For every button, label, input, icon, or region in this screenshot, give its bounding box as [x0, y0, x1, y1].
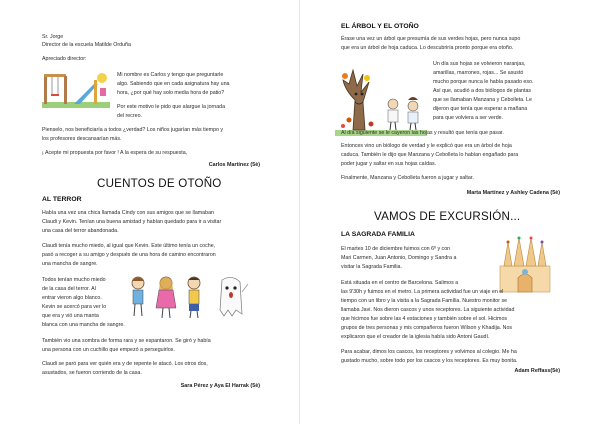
- letter-closing: ¡ Acepte mi propuesta por favor ! A la espera de su respuesta,: [42, 150, 188, 156]
- trip-para1-line3: visitar la Sagrada Familia.: [341, 264, 402, 270]
- letter-para1-line3: hora, ¿por qué hay solo media hora de patio?: [117, 90, 225, 96]
- terror-signature: Sara Pérez y Aya El Harrak (5è): [180, 383, 260, 389]
- tree-para3: Al día siguiente se le cayeron las hojas y resultó que tenía que pasar.: [341, 130, 504, 136]
- terror-para3-line6: blanca con una mancha de sangre.: [42, 322, 125, 328]
- tree-para2-line3: mucho porque nunca le había pasado eso.: [433, 79, 534, 85]
- tree-para2-line2: amarillas, marrones, rojas... Se asustó: [433, 70, 524, 76]
- tree-para4-line1: Entonces vino un biólogo de verdad y le explicó que era un árbol de hoja: [341, 143, 512, 149]
- terror-para2-line1: Claudi tenía mucho miedo, al igual que Kevin. Este último tenía un coche,: [42, 243, 216, 249]
- letter-para3-line1: Pienselo, nos beneficiaría a todos ¿verdad? Los niños jugarían más tiempo y: [42, 127, 224, 133]
- trip-para1-line2: Mari Carmen, Juan Antonio, Domingo y Sandra a: [341, 255, 457, 261]
- trip-title-sagrada-familia: LA SAGRADA FAMILIA: [341, 231, 415, 238]
- playground-drawing: [40, 66, 112, 110]
- terror-para3-line5: que era y vió una manta: [42, 313, 99, 319]
- trip-para2-line3: tiempo con un libro y la visita a la Sagrada Família. Nuestro monitor se: [341, 298, 508, 304]
- letter-greeting: Apreciado director:: [42, 56, 87, 62]
- letter-recipient-name: Sr. Jorge: [42, 34, 64, 40]
- trip-para3-line2: gustado mucho, sobre todo por los cascos y los receptores. Es muy bonita.: [341, 358, 518, 364]
- section-title-excursion: VAMOS DE EXCURSIÓN...: [374, 210, 521, 223]
- letter-recipient-title: Director de la escuela Matilde Orduña: [42, 42, 131, 48]
- terror-para3-line1: Todos tenían mucho miedo: [42, 277, 106, 283]
- trip-para2-line1: Está situada en el centro de Barcelona. Salimos a: [341, 280, 459, 286]
- tree-para2-line1: Un día sus hojas se volvieron naranjas,: [433, 61, 526, 67]
- terror-para4-line1: También vio una sombra de forma rara y se espantaron. Se giró y había: [42, 338, 211, 344]
- terror-para2-line2: pasó a recoger a su amigo y después de una hora de camino encontraron: [42, 252, 216, 258]
- terror-para3-line2: de la casa del terror. Al: [42, 286, 96, 292]
- tree-para2-line6: dijeron que tenía que esperar a mañana: [433, 106, 528, 112]
- three-friends-and-ghost-drawing: [124, 274, 252, 322]
- terror-para5-line1: Claudi se paró para ver quién era y de repente le atacó. Los otros dos,: [42, 361, 208, 367]
- terror-para3-line3: entrar vieron algo blanco.: [42, 295, 102, 301]
- trip-para1-line1: El martes 10 de diciembre fuimos con 6º y con: [341, 246, 451, 252]
- trip-para2-line7: explicaron que el creador de la iglesia había sido Antoni Gaudí.: [341, 334, 490, 340]
- section-title-autumn-stories: CUENTOS DE OTOÑO: [97, 177, 222, 190]
- tree-para1-line2: que era un árbol de hoja caduca. Lo descubriría pronto porque era otoño.: [341, 45, 514, 51]
- trip-para2-line2: las 9'30h y fuimos en el metro. La primera actividad fue un viaje en el: [341, 289, 504, 295]
- trip-para3-line1: Para acabar, dimos los cascos, los receptores y volvimos al colegio. Me ha: [341, 349, 517, 355]
- letter-para2-line2: del recreo.: [117, 113, 143, 119]
- right-page: [300, 0, 600, 424]
- letter-para1-line2: algo. Sabiendo que en cada asignatura hay una: [117, 81, 230, 87]
- terror-para3-line4: Kevin se acercó para ver lo: [42, 304, 107, 310]
- tree-para4-line2: caduca. También le dijo que Manzana y Cebolleta lo habían engañado para: [341, 152, 519, 158]
- trip-para2-line4: llamaba Javi. Nos dieron cascos y unos receptores. La siguiente actividad: [341, 307, 515, 313]
- terror-para5-line2: asustados, se fueron corriendo de la casa.: [42, 370, 142, 376]
- letter-signature: Carlos Martínez (5è): [208, 162, 260, 168]
- terror-para1-line1: Había una vez una chica llamada Cindy con sus amigos que se llamaban: [42, 210, 214, 216]
- trip-signature: Adam Reffass(5è): [514, 368, 560, 374]
- letter-para3-line2: los profesores descansarían más.: [42, 136, 122, 142]
- story-title-tree-autumn: EL ÁRBOL Y EL OTOÑO: [341, 23, 419, 30]
- sagrada-familia-drawing: [496, 236, 554, 294]
- tree-and-biologists-drawing: [335, 60, 427, 140]
- tree-para1-line1: Érase una vez un árbol que presumía de sus verdes hojas, pero nunca supo: [341, 36, 521, 42]
- terror-para1-line3: una casa del terror abandonada.: [42, 228, 119, 234]
- terror-para2-line3: una mancha de sangre.: [42, 261, 98, 267]
- tree-para2-line5: que se llamaban Manzana y Cebolleta. Le: [433, 97, 532, 103]
- terror-para4-line2: una persona con un cuchillo que empezó a perseguirlos.: [42, 347, 175, 353]
- terror-para1-line2: Claudi y Kevin. Tenían una buena amistad y habían quedado para ir a visitar: [42, 219, 222, 225]
- tree-para2-line4: Así que, acudió a dos biólogos de plantas: [433, 88, 532, 94]
- tree-para2-line7: para que volviera a ser verde.: [433, 115, 504, 121]
- tree-para5: Finalmente, Manzana y Cebolleta fueron a jugar y saltar.: [341, 175, 474, 181]
- trip-para2-line5: que hicimos fue sobre las 4 estaciones y también sobre el sol. Hicimos: [341, 316, 508, 322]
- letter-para2-line1: Por este motivo le pido que alargue la jornada: [117, 104, 226, 110]
- story-title-terror: AL TERROR: [42, 196, 82, 203]
- trip-para2-line6: grupos de tres personas y mis compañeros fueron Wilson y Khadija. Nos: [341, 325, 513, 331]
- tree-signature: Marta Martínez y Ashley Cadena (5è): [466, 190, 560, 196]
- letter-para1-line1: Mi nombre es Carlos y tengo que preguntarle: [117, 72, 224, 78]
- tree-para4-line3: poder jugar y saltar en sus hojas caídas.: [341, 161, 437, 167]
